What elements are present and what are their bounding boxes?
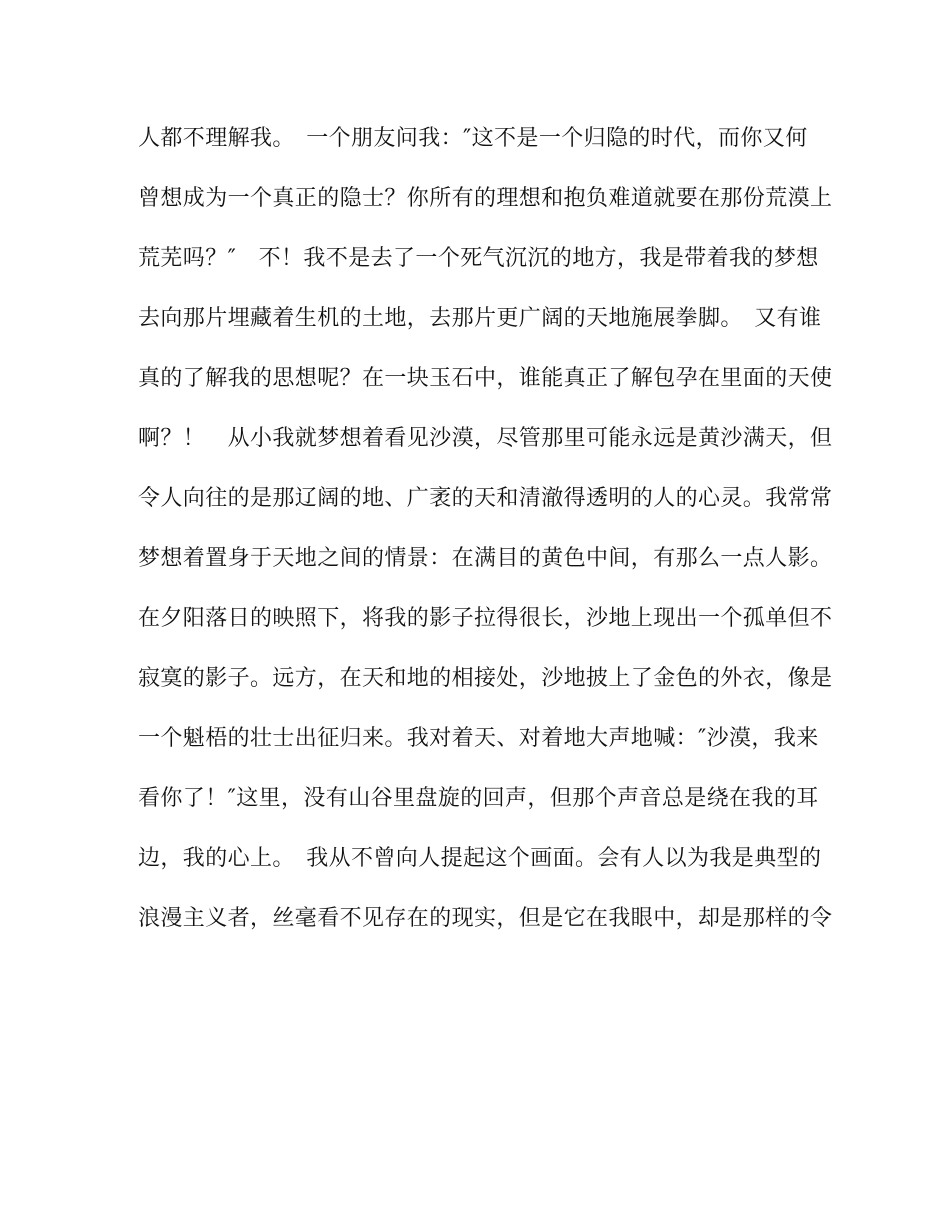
text-line: 在夕阳落日的映照下，将我的影子拉得很长，沙地上现出一个孤单但不: [138, 606, 833, 631]
text-line: 边，我的心上。 我从不曾向人提起这个画面。会有人以为我是典型的: [138, 846, 822, 871]
text-line: 荒芜吗？″ 不！我不是去了一个死气沉沉的地方，我是带着我的梦想: [138, 246, 819, 271]
text-line: 人都不理解我。 一个朋友问我：″这不是一个归隐的时代，而你又何: [138, 126, 808, 151]
text-line: 令人向往的是那辽阔的地、广袤的天和清澈得透明的人的心灵。我常常: [138, 486, 833, 511]
body-text: [138, 121, 833, 961]
text-line: 真的了解我的思想呢？在一块玉石中，谁能真正了解包孕在里面的天使: [138, 366, 833, 391]
text-line: 浪漫主义者，丝毫看不见存在的现实，但是它在我眼中，却是那样的令: [138, 906, 833, 931]
text-line: 看你了！″这里，没有山谷里盘旋的回声，但那个声音总是绕在我的耳: [138, 786, 819, 811]
text-line: 去向那片埋藏着生机的土地，去那片更广阔的天地施展拳脚。 又有谁: [138, 306, 822, 331]
text-line: 一个魁梧的壮士出征归来。我对着天、对着地大声地喊：″沙漠，我来: [138, 726, 819, 751]
text-line: 梦想着置身于天地之间的情景：在满目的黄色中间，有那么一点人影。: [138, 546, 833, 571]
text-line: 曾想成为一个真正的隐士？你所有的理想和抱负难道就要在那份荒漠上: [138, 186, 833, 211]
text-line: 寂寞的影子。远方，在天和地的相接处，沙地披上了金色的外衣，像是: [138, 666, 833, 691]
text-line: 啊？！ 从小我就梦想着看见沙漠，尽管那里可能永远是黄沙满天，但: [138, 426, 833, 451]
